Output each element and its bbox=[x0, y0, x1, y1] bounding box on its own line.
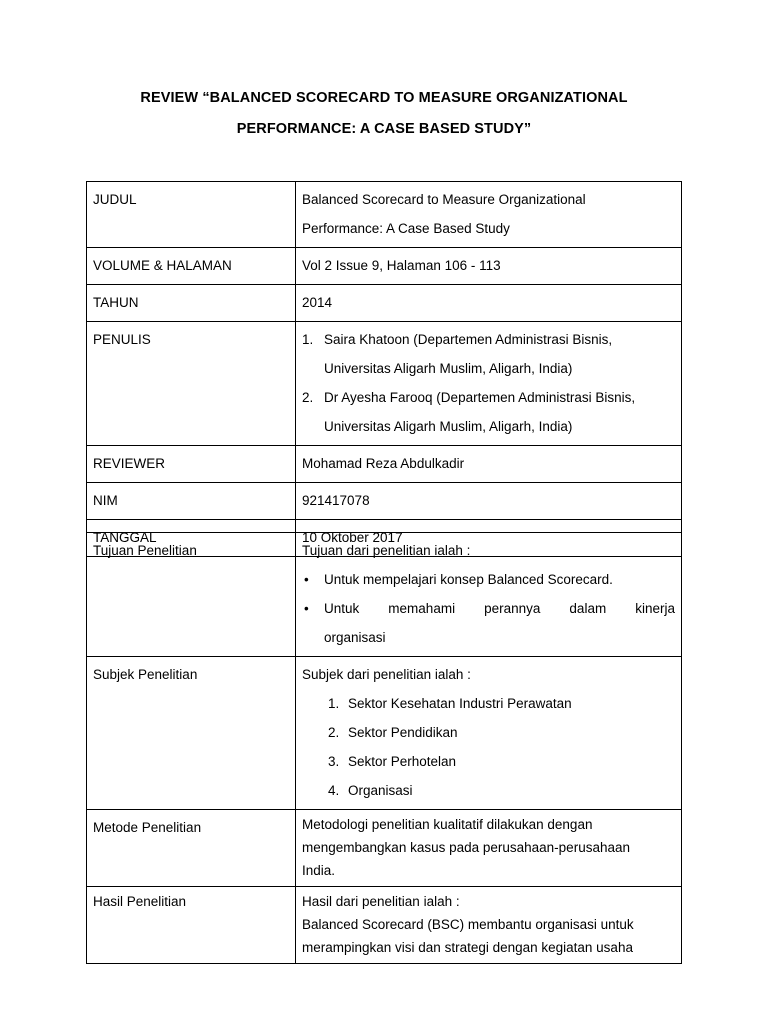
list-item bbox=[302, 325, 675, 383]
judul-label: JUDUL bbox=[87, 182, 296, 248]
penulis-label: PENULIS bbox=[87, 322, 296, 446]
hasil-label: Hasil Penelitian bbox=[87, 887, 296, 964]
author-line: Universitas Aligarh Muslim, Aligarh, India) bbox=[324, 419, 573, 434]
table-row bbox=[87, 533, 682, 657]
table-row bbox=[87, 483, 682, 520]
list-item bbox=[328, 718, 675, 747]
tahun-label: TAHUN bbox=[87, 285, 296, 322]
bullet-icon: • bbox=[304, 572, 309, 587]
table-row bbox=[87, 446, 682, 483]
table-row bbox=[87, 887, 682, 964]
reviewer-label: REVIEWER bbox=[87, 446, 296, 483]
list-item bbox=[328, 747, 675, 776]
metode-value bbox=[296, 810, 682, 887]
tujuan-value bbox=[296, 533, 682, 657]
list-number: 3. bbox=[328, 754, 340, 769]
penulis-value bbox=[296, 322, 682, 446]
tanggal-value: 10 Oktober 2017 bbox=[296, 520, 682, 557]
volume-value: Vol 2 Issue 9, Halaman 106 - 113 bbox=[296, 248, 682, 285]
table-row bbox=[87, 285, 682, 322]
hasil-value bbox=[296, 887, 682, 964]
metode-label: Metode Penelitian bbox=[87, 810, 296, 887]
metode-line: Metodologi penelitian kualitatif dilakukan dengan bbox=[302, 817, 593, 832]
tujuan-label: Tujuan Penelitian bbox=[87, 533, 296, 657]
table-row bbox=[87, 657, 682, 810]
subjek-list bbox=[302, 689, 675, 805]
hasil-line: merampingkan visi dan strategi dengan kegiatan usaha bbox=[302, 940, 633, 955]
tujuan-item: Untuk memahami perannya dalam kinerja bbox=[324, 601, 675, 616]
list-item bbox=[302, 565, 675, 594]
subjek-intro: Subjek dari penelitian ialah : bbox=[302, 667, 471, 682]
list-item bbox=[328, 776, 675, 805]
subjek-item: Sektor Perhotelan bbox=[348, 754, 457, 769]
tujuan-intro: Tujuan dari penelitian ialah : bbox=[302, 543, 471, 558]
hasil-line: Hasil dari penelitian ialah : bbox=[302, 894, 460, 909]
tanggal-label: TANGGAL bbox=[87, 520, 296, 557]
hasil-line: Balanced Scorecard (BSC) membantu organisasi untuk bbox=[302, 917, 634, 932]
list-item bbox=[302, 594, 675, 652]
judul-value bbox=[296, 182, 682, 248]
subjek-value bbox=[296, 657, 682, 810]
document-title-line-1: REVIEW “BALANCED SCORECARD TO MEASURE ORGANIZATIONAL bbox=[140, 90, 628, 106]
table-row bbox=[87, 182, 682, 248]
nim-value: 921417078 bbox=[296, 483, 682, 520]
list-number: 1. bbox=[328, 696, 340, 711]
subjek-item: Organisasi bbox=[348, 783, 413, 798]
list-item bbox=[302, 383, 675, 441]
penulis-list bbox=[302, 325, 675, 441]
table-row bbox=[87, 322, 682, 446]
subjek-item: Sektor Pendidikan bbox=[348, 725, 458, 740]
author-line: Saira Khatoon (Departemen Administrasi Bisnis, bbox=[324, 332, 613, 347]
judul-value-line: Performance: A Case Based Study bbox=[302, 221, 510, 236]
author-line: Universitas Aligarh Muslim, Aligarh, India) bbox=[324, 361, 573, 376]
metode-line: mengembangkan kasus pada perusahaan-perusahaan bbox=[302, 840, 630, 855]
document-title-line-2: PERFORMANCE: A CASE BASED STUDY” bbox=[236, 121, 532, 137]
list-item bbox=[328, 689, 675, 718]
list-number: 4. bbox=[328, 783, 340, 798]
subjek-item: Sektor Kesehatan Industri Perawatan bbox=[348, 696, 572, 711]
metode-line: India. bbox=[302, 863, 336, 878]
table-row bbox=[87, 810, 682, 887]
bullet-icon: • bbox=[304, 601, 309, 616]
judul-value-line: Balanced Scorecard to Measure Organizational bbox=[302, 192, 586, 207]
reviewer-value: Mohamad Reza Abdulkadir bbox=[296, 446, 682, 483]
volume-label: VOLUME & HALAMAN bbox=[87, 248, 296, 285]
tahun-value: 2014 bbox=[296, 285, 682, 322]
list-number: 1. bbox=[302, 332, 314, 347]
table-row bbox=[87, 248, 682, 285]
tujuan-item: Untuk mempelajari konsep Balanced Scorecard. bbox=[324, 572, 613, 587]
tujuan-item-continued: organisasi bbox=[324, 630, 386, 645]
subjek-label: Subjek Penelitian bbox=[87, 657, 296, 810]
tujuan-list bbox=[302, 565, 675, 652]
list-number: 2. bbox=[302, 390, 314, 405]
review-table bbox=[86, 532, 682, 964]
nim-label: NIM bbox=[87, 483, 296, 520]
list-number: 2. bbox=[328, 725, 340, 740]
author-line: Dr Ayesha Farooq (Departemen Administrasi Bisnis, bbox=[324, 390, 636, 405]
metadata-table bbox=[86, 181, 682, 557]
